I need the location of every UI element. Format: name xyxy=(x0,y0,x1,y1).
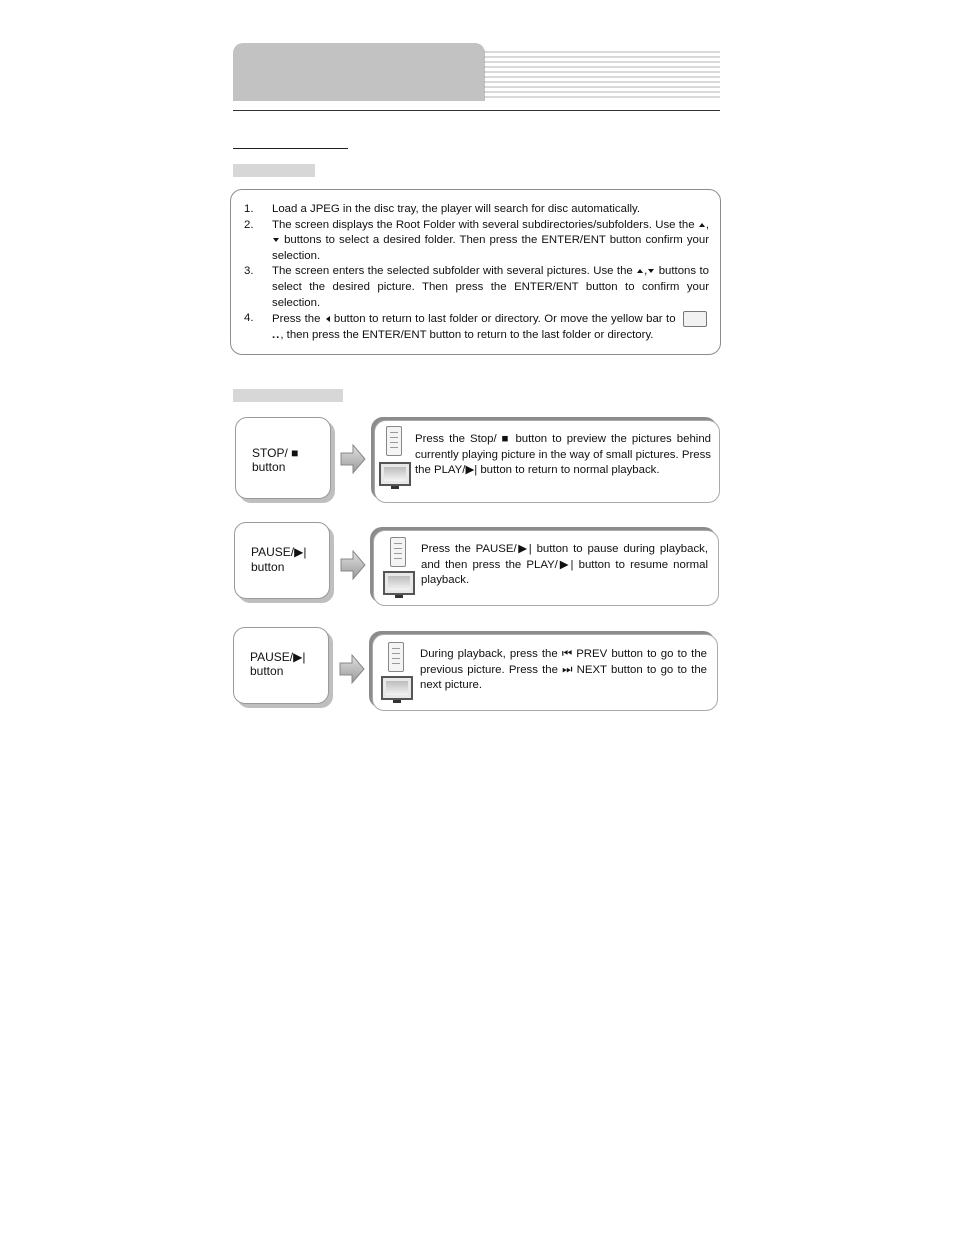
tv-screen-icon xyxy=(381,676,413,700)
button-name: PAUSE/▶| xyxy=(251,545,307,559)
tv-stand xyxy=(391,486,399,489)
folder-dots: .. xyxy=(272,328,281,341)
instruction-box xyxy=(230,189,721,355)
right-arrow-icon xyxy=(339,654,365,684)
tv-screen-icon xyxy=(379,462,411,486)
remote-control-icon xyxy=(390,537,406,567)
pause-button-box xyxy=(233,627,329,704)
button-name: STOP/ ■ xyxy=(252,446,299,460)
step-number: 3. xyxy=(244,265,254,278)
right-arrow-icon xyxy=(340,550,366,580)
up-arrow-icon xyxy=(699,223,705,227)
step-number: 2. xyxy=(244,218,254,231)
button-description: Press the Stop/ ■ button to preview the pictures behind currently playing picture in the way of small pictures. Press the PLAY/▶| button to return to normal playback. xyxy=(415,433,711,477)
header-rule xyxy=(233,110,720,111)
remote-control-icon xyxy=(388,642,404,672)
remote-control-icon xyxy=(386,426,402,456)
tv-screen-icon xyxy=(383,571,415,595)
section-bar xyxy=(233,164,315,177)
button-description: During playback, press the ⏮ PREV button to go to the previous picture. Press the ⏭ NEXT button to go to the next picture. xyxy=(420,648,707,692)
step-text: The screen displays the Root Folder with several subdirectories/subfolders. Use the , buttons to select a desired folder. Then press the ENTER/ENT button confirm your selection. xyxy=(272,218,710,262)
up-arrow-icon xyxy=(637,269,643,273)
button-name: PAUSE/▶| xyxy=(250,650,306,664)
header-tab xyxy=(233,43,485,101)
pause-button-box xyxy=(234,522,330,599)
header-lines xyxy=(484,50,720,100)
button-sub: button xyxy=(250,664,284,678)
step-number: 1. xyxy=(244,203,254,215)
step-text: Load a JPEG in the disc tray, the player will search for disc automatically. xyxy=(272,203,641,215)
stop-button-box xyxy=(235,417,331,499)
title-underline xyxy=(233,148,348,149)
tv-stand xyxy=(395,595,403,598)
button-sub: button xyxy=(252,460,286,474)
button-description: Press the PAUSE/▶| button to pause during playback, and then press the PLAY/▶| button to resume normal playback. xyxy=(421,543,708,587)
step-text: Press the button to return to last folder or directory. Or move the yellow bar to .., then press the ENTER/ENT button to return to the last folder or directory. xyxy=(272,311,709,343)
left-arrow-icon xyxy=(326,316,330,322)
step-text: The screen enters the selected subfolder with several pictures. Use the , buttons to select the desired picture. Then press the ENTER/ENT button to confirm your selection. xyxy=(272,265,709,309)
folder-icon xyxy=(683,311,707,327)
right-arrow-icon xyxy=(340,444,366,474)
section-bar xyxy=(233,389,343,402)
step-number: 4. xyxy=(244,312,254,325)
tv-stand xyxy=(393,700,401,703)
button-sub: button xyxy=(251,560,285,574)
down-arrow-icon xyxy=(273,238,279,242)
down-arrow-icon xyxy=(648,269,654,273)
